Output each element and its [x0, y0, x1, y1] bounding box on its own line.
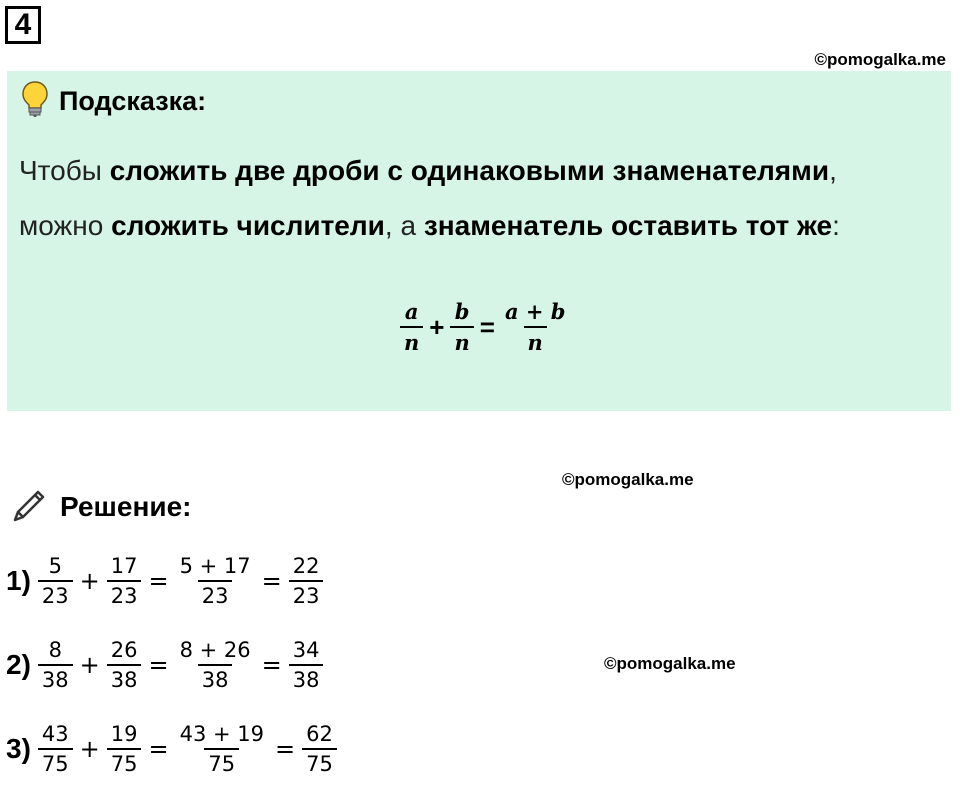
denominator: 38 — [38, 664, 73, 692]
denominator: 23 — [107, 580, 142, 608]
hint-text-bold: сложить числители — [111, 210, 385, 241]
plus-sign: + — [79, 651, 100, 679]
fraction — [38, 554, 73, 608]
plus-sign: + — [79, 735, 100, 763]
solution-line-3 — [6, 722, 340, 776]
fraction — [176, 554, 255, 608]
numerator: 8 + 26 — [179, 638, 251, 662]
equals-sign: = — [261, 651, 282, 679]
fraction — [107, 638, 142, 692]
denominator: 38 — [198, 664, 233, 692]
equals-sign: = — [148, 651, 169, 679]
equals-sign: = — [148, 567, 169, 595]
solution-line-2 — [6, 638, 326, 692]
fraction — [107, 554, 142, 608]
denominator: 23 — [198, 580, 233, 608]
denominator: 75 — [302, 748, 337, 776]
hint-formula — [397, 299, 572, 355]
numerator: 43 — [41, 722, 69, 746]
hint-text-part: , можно — [19, 155, 837, 241]
hint-text — [19, 143, 919, 253]
denominator: 38 — [107, 664, 142, 692]
hint-title: Подсказка: — [59, 85, 207, 116]
item-label: 1) — [6, 565, 31, 596]
denominator: 23 — [38, 580, 73, 608]
fraction — [176, 722, 268, 776]
numerator: 22 — [292, 554, 320, 578]
numerator: 19 — [110, 722, 138, 746]
numerator: a + b — [504, 299, 566, 324]
hint-text-bold: сложить две дроби с одинаковыми знаменателями — [109, 155, 830, 186]
solution-line-1 — [6, 554, 326, 608]
solution-title: Решение: — [60, 490, 192, 522]
equals-sign: = — [479, 311, 495, 342]
hint-box — [7, 71, 951, 411]
numerator: 5 + 17 — [179, 554, 251, 578]
numerator: b — [454, 299, 470, 324]
denominator: 75 — [107, 748, 142, 776]
fraction — [400, 299, 423, 355]
hint-text-part: , а — [384, 210, 424, 241]
hint-header — [21, 81, 206, 121]
item-label: 3) — [6, 733, 31, 764]
numerator: a — [404, 299, 419, 324]
fraction — [450, 299, 473, 355]
numerator: 26 — [110, 638, 138, 662]
numerator: 5 — [48, 554, 62, 578]
fraction — [501, 299, 570, 355]
fraction — [289, 638, 324, 692]
denominator: 23 — [289, 580, 324, 608]
lightbulb-icon — [21, 80, 49, 123]
fraction — [38, 638, 73, 692]
numerator: 43 + 19 — [179, 722, 264, 746]
fraction — [289, 554, 324, 608]
fraction — [176, 638, 255, 692]
fraction — [107, 722, 142, 776]
numerator: 34 — [292, 638, 320, 662]
equals-sign: = — [148, 735, 169, 763]
watermark: ©pomogalka.me — [814, 50, 946, 69]
item-label: 2) — [6, 649, 31, 680]
task-number: 4 — [5, 6, 41, 44]
denominator: 75 — [204, 748, 239, 776]
denominator: 75 — [38, 748, 73, 776]
watermark: ©pomogalka.me — [562, 470, 694, 489]
plus-sign: + — [429, 311, 445, 342]
numerator: 62 — [306, 722, 333, 746]
fraction — [302, 722, 337, 776]
equals-sign: = — [261, 567, 282, 595]
solution-header — [10, 484, 191, 529]
denominator: n — [450, 326, 473, 355]
hint-text-part: : — [832, 210, 840, 241]
fraction — [38, 722, 73, 776]
hint-text-part: Чтобы — [19, 155, 110, 186]
hint-text-bold: знаменатель оставить тот же — [423, 210, 833, 241]
equals-sign: = — [274, 735, 296, 763]
denominator: n — [524, 326, 547, 355]
denominator: 38 — [289, 664, 324, 692]
plus-sign: + — [79, 567, 100, 595]
watermark: ©pomogalka.me — [604, 654, 736, 673]
pencil-icon — [10, 484, 50, 529]
numerator: 17 — [110, 554, 138, 578]
denominator: n — [400, 326, 423, 355]
numerator: 8 — [48, 638, 62, 662]
